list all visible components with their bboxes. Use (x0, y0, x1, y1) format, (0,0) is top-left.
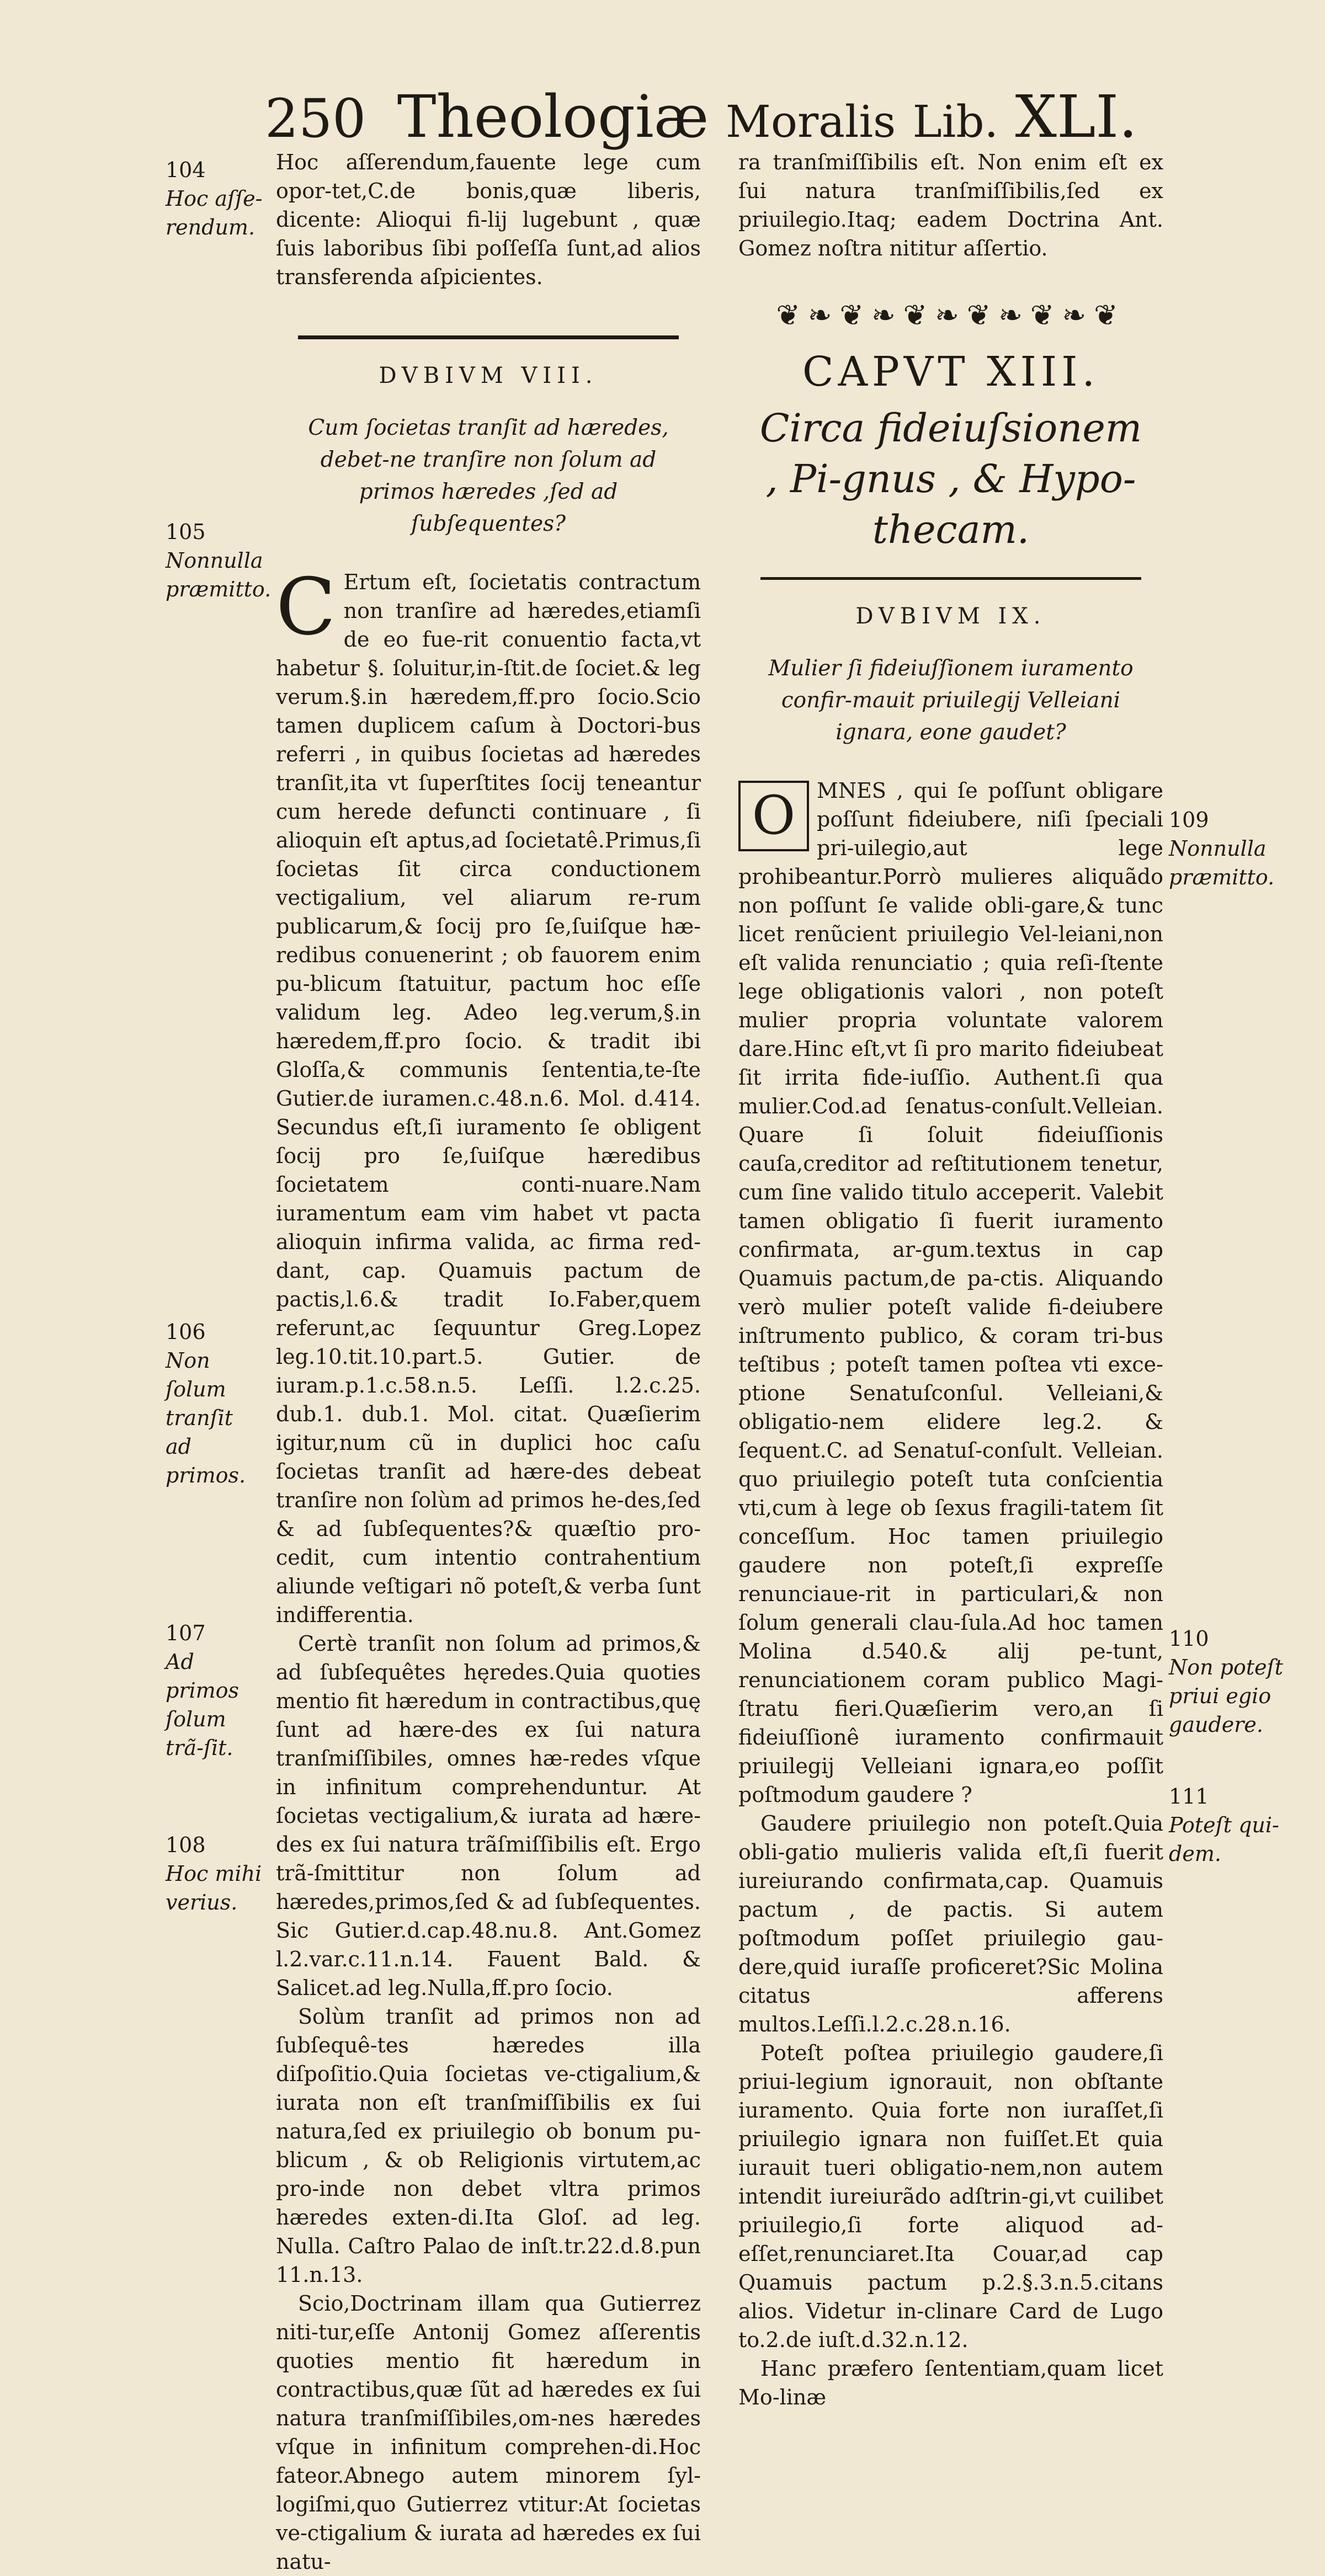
running-head-moralis: Moralis (725, 96, 896, 147)
margin-gloss: Ad primos ſolum trã-ſit. (166, 1650, 240, 1760)
ornament-band: ❦❧❦❧❦❧❦❧❦❧❦ (776, 299, 1126, 332)
page-number: 250 (265, 88, 366, 150)
margin-number: 111 (1169, 1784, 1209, 1809)
margin-gloss: Nonnulla præmitto. (1169, 836, 1275, 889)
paragraph-105-text: Ertum eſt, ſocietatis contractum non tranſire ad hæredes,etiamſi de eo fue-rit conuentio facta,vt habetur §. ſoluitur,in-ſtit.de ſociet.& leg verum.§.in hæredem,ff.pro ſocio.Scio tamen duplicem caſum à Doctori-bus referri , in quibus ſocietas ad hæredes tranſit,ita vt ſuperſtites ſocij teneantur cum herede defuncti continuare , ſi alioquin eſt aptus,ad ſocietatê.Primus,ſi ſocietas ſit circa conductionem vectigalium, vel aliarum re-rum publicarum,& ſocij pro ſe,ſuiſque hæ-redibus conuenerint ; ob fauorem enim pu-blicum ſtatuitur, pactum hoc eſſe validum leg. Adeo leg.verum,§.in hæredem,ff.pro ſocio. & tradit ibi Gloſſa,& communis ſententia,te-ſte Gutier.de iuramen.c.48.n.6. Mol. d.414. Secundus eſt,ſi iuramento ſe obligent ſocij pro ſe,ſuiſque hæredibus ſocietatem conti-nuare.Nam iuramentum eam vim habet vt pacta alioquin infirma valida, ac firma red-dant, cap. Quamuis pactum de pactis,l.6.& tradit Io.Faber,quem referunt,ac ſequuntur Greg.Lopez leg.10.tit.10.part.5. Gutier. de iuram.p.1.c.58.n.5. Leſſi. l.2.c.25. dub.1. dub.1. Mol. citat. Quæſierim igitur,num cũ in duplici hoc caſu ſocietas tranſit ad hære-des debeat tranſire non ſolùm ad primos he-des,ſed & ad ſubſequentes?& quæſtio pro-cedit, cum intentio contrahentium aliunde veſtigari nõ poteſt,& verba ſunt indifferentia. (276, 570, 701, 1627)
margin-number: 107 (166, 1621, 206, 1645)
margin-number: 104 (166, 158, 206, 182)
paragraph-111: Poteſt poſtea priuilegio gaudere,ſi priui-legium ignorauit, non obſtante iuramento. Quia forte non iuraſſet,ſi priuilegio ignara non fuiſſet.Et quia iurauit tueri obligatio-nem,non autem intendit iureiurãdo adſtrin-gi,vt cuilibet priuilegio,ſi forte aliquod ad-eſſet,renunciaret.Ita Couar,ad cap Quamuis pactum p.2.§.3.n.5.citans alios. Videtur in-clinare Card de Lugo to.2.de iuſt.d.32.n.12. (738, 2041, 1163, 2352)
margin-note-110 (1169, 1624, 1296, 1739)
paragraph-106: Certè tranſit non ſolum ad primos,& ad ſubſequêtes hęredes.Quia quoties mentio fit hæredum in contractibus,quę ſunt ad hære-des ex ſui natura tranſmiſſibiles, omnes hæ-redes vſque in infinitum comprehenduntur. At ſocietas vectigalium,& iurata ad hære-des ex ſui natura trãſmiſſibilis eſt. Ergo trã-ſmittitur non ſolum ad hæredes,primos,ſed & ad ſubſequentes. Sic Gutier.d.cap.48.nu.8. Ant.Gomez l.2.var.c.11.n.14. Fauent Bald. & Salicet.ad leg.Nulla,ff.pro ſocio. (276, 1631, 701, 2000)
margin-note-104 (166, 156, 265, 242)
margin-number: 105 (166, 520, 206, 544)
paragraph-109-lead: MNES (817, 778, 886, 803)
drop-cap: C (276, 562, 336, 653)
margin-number: 108 (166, 1833, 206, 1857)
margin-gloss: Nonnulla præmitto. (166, 548, 272, 601)
section-rule (298, 335, 679, 339)
margin-note-105 (166, 518, 272, 604)
margin-number: 109 (1169, 808, 1209, 832)
ornamental-drop-cap: O (738, 781, 809, 851)
continuation-paragraph: ra tranſmiſſibilis eſt. Non enim eſt ex ſui natura tranſmiſſibilis,ſed ex priuilegio.Itaq; eadem Doctrina Ant. Gomez noſtra nititur aſſertio. (738, 150, 1163, 260)
running-head-title: Theologiæ (397, 83, 709, 151)
margin-gloss: Non poteſt priui egio gaudere. (1169, 1655, 1283, 1737)
paragraph-107: Solùm tranſit ad primos non ad ſubſequê-tes hæredes illa diſpoſitio.Quia ſocietas ve-ctigalium,& iurata non eſt tranſmiſſibilis ex ſui natura,ſed ex priuilegio ob bonum pu-blicum , & ob Religionis virtutem,ac pro-inde non debet vltra primos hæredes exten-di.Ita Gloſ. ad leg. Nulla. Caſtro Palao de inſt.tr.22.d.8.pun 11.n.13. (276, 2004, 701, 2287)
dubium-9-question: Mulier ſi fideiuſſionem iuramento confir-mauit priuilegij Velleiani ignara, eone gaudet? (768, 656, 1134, 745)
margin-note-106 (166, 1318, 265, 1490)
caput-heading: CAPVT XIII. (802, 348, 1100, 396)
margin-note-108 (166, 1831, 265, 1917)
margin-gloss: Hoc mihi verius. (166, 1862, 262, 1914)
margin-number: 110 (1169, 1626, 1209, 1651)
section-rule-right (760, 577, 1141, 580)
margin-gloss: Non ſolum tranſit ad primos. (166, 1348, 246, 1487)
running-head-lib: Lib. (912, 96, 999, 147)
margin-gloss: Hoc aſſe-rendum. (166, 186, 263, 239)
paragraph-108: Scio,Doctrinam illam qua Gutierrez niti-tur,eſſe Antonij Gomez aſſerentis quoties mentio fit hæredum in contractibus,quæ ſũt ad hæredes ex ſui natura tranſmiſſibiles,om-nes hæredes vſque in infinitum comprehen-di.Hoc fateor.Abnego autem minorem ſyl-logiſmi,quo Gutierrez vtitur:At ſocietas ve-ctigalium & iurata ad hæredes ex ſui natu- (276, 2291, 701, 2574)
paragraph-105 (276, 562, 701, 1629)
running-head-book: XLI. (1015, 83, 1137, 151)
paragraph-109-text: , qui ſe poſſunt obligare poſſunt fideiubere, niſi ſpeciali pri-uilegio,aut lege prohibeantur.Porrò mulieres aliquãdo non poſſunt ſe valide obli-gare,& tunc licet renũcient priuilegio Vel-leiani,non eſt valida renunciatio ; quia reſi-ſtente lege obligationis valori , non poteſt mulier propria voluntate valorem dare.Hinc eſt,vt ſi pro marito fideiubeat ſit irrita fide-iuſſio. Authent.ſi qua mulier.Cod.ad ſenatus-conſult.Velleian. Quare ſi ſoluit fideiuſſionis cauſa,creditor ad reſtitutionem tenetur, cum ſine valido titulo acceperit. Valebit tamen obligatio ſi fuerit iuramento confirmata, ar-gum.textus in cap Quamuis pactum,de pa-ctis. Aliquando verò mulier poteſt valide fi-deiubere inſtrumento publico, & coram tri-bus teſtibus ; poteſt tamen poſtea vti exce-ptione Senatuſconſul. Velleiani,& obligatio-nem elidere leg.2. & ſequent.C. ad Senatuſ-conſult. Velleian. quo priuilegio poteſt tuta conſcientia vti,cum à lege ob ſexus fragili-tatem ſit conceſſum. Hoc tamen priuilegio gaudere non poteſt,ſi expreſſe renunciaue-rit in particulari,& non ſolum generali clau-ſula.Ad hoc tamen Molina d.540.& alij pe-tunt, renunciationem coram publico Magi-ſtratu fieri.Quæſierim vero,an ſi fideiuſſionê iuramento confirmauit priuilegij Velleiani ignara,eo poſſit poſtmodum gaudere ? (738, 778, 1163, 1807)
dubium-8-heading: DVBIVM VIII. (379, 363, 598, 388)
paragraph-109 (738, 776, 1163, 1809)
margin-note-111 (1169, 1782, 1296, 1868)
paragraph-110: Gaudere priuilegio non poteſt.Quia obli-gatio mulieris valida eſt,ſi fuerit iureiurando confirmata,cap. Quamuis pactum , de pactis. Si autem poſtmodum poſſet priuilegio gau-dere,quid iuraſſe proficeret?Sic Molina citatus afferens multos.Leſſi.l.2.c.28.n.16. (738, 1811, 1163, 2036)
left-column (276, 148, 701, 2576)
margin-note-109 (1169, 806, 1296, 892)
margin-note-107 (166, 1619, 265, 1762)
caput-title: Circa fideiuſsionem , Pi-gnus , & Hypo-thecam. (759, 406, 1142, 552)
right-column (738, 148, 1163, 2412)
margin-gloss: Poteſt qui-dem. (1169, 1813, 1279, 1866)
dubium-8-question: Cum ſocietas tranſit ad hæredes, debet-ne tranſire non ſolum ad primos hæredes ,ſed ad ſubſequentes? (308, 415, 669, 536)
margin-number: 106 (166, 1320, 206, 1344)
running-head (265, 83, 1137, 151)
paragraph-112: Hanc præfero ſententiam,quam licet Mo-linæ (738, 2356, 1163, 2409)
dubium-9-heading: DVBIVM IX. (855, 604, 1046, 629)
paragraph-104: Hoc aſſerendum,fauente lege cum opor-tet,C.de bonis,quæ liberis, dicente: Alioqui fi-lij lugebunt , quæ ſuis laboribus ſibi poſſeſſa ſunt,ad alios transferenda aſpicientes. (276, 150, 701, 289)
